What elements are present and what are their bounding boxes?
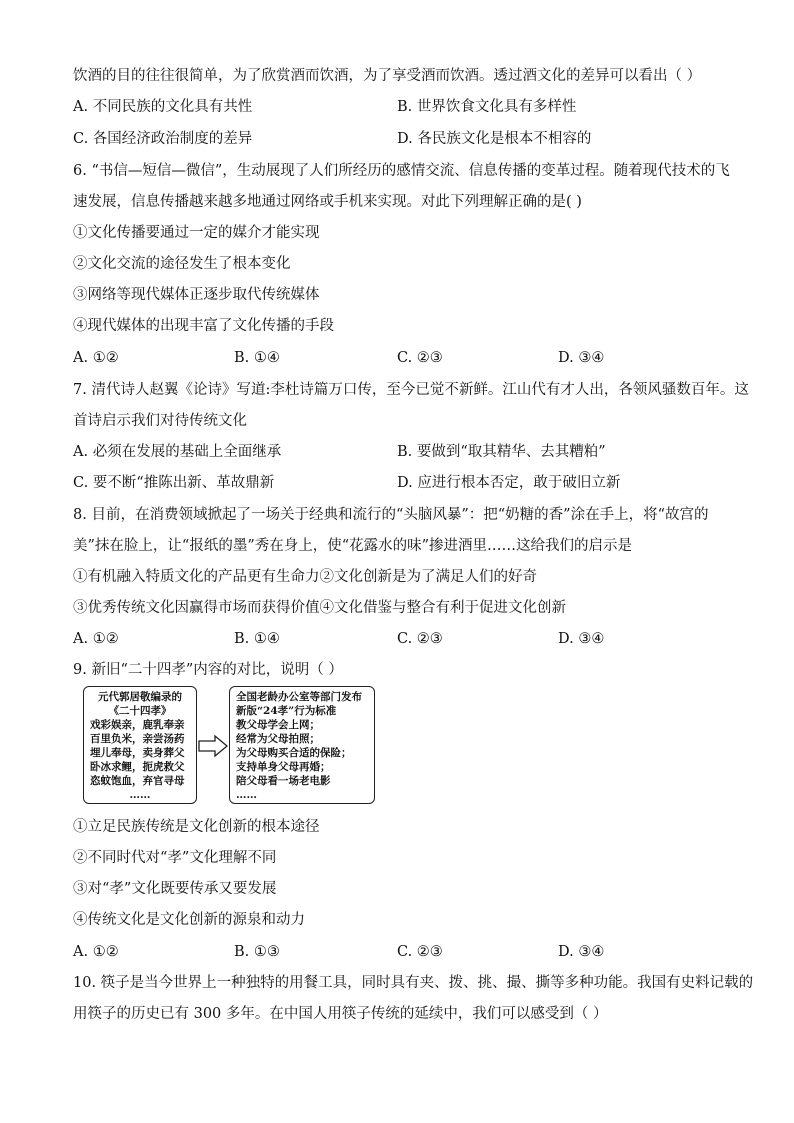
q6-option-d: D. ③④	[558, 350, 605, 366]
q5-option-b: B. 世界饮食文化具有多样性	[397, 99, 577, 115]
old-box-line: 卧冰求鲤，扼虎救父	[90, 761, 185, 773]
q9-statement-3: ③对“孝”文化既要传承又要发展	[73, 881, 277, 897]
q6-stem-line-1: 6. “书信—短信—微信”，生动展现了人们所经历的感情交流、信息传播的变革过程。随着现代技术的飞	[73, 163, 730, 179]
q5-stem-tail: 饮酒的目的往往很简单，为了欣赏酒而饮酒，为了享受酒而饮酒。透过酒文化的差异可以看出（ ）	[73, 68, 702, 84]
q9-option-a: A. ①②	[73, 944, 119, 960]
q7-option-c: C. 要不断“推陈出新、革故鼎新	[73, 475, 275, 491]
q6-option-a: A. ①②	[73, 350, 119, 366]
q9-stem: 9. 新旧“二十四孝”内容的对比，说明（ ）	[73, 662, 343, 678]
new-24-filial-box	[229, 686, 375, 804]
q5-option-a: A. 不同民族的文化具有共性	[73, 99, 253, 115]
q5-option-d: D. 各民族文化是根本不相容的	[397, 131, 592, 147]
q8-statements-line-1: ①有机融入特质文化的产品更有生命力②文化创新是为了满足人们的好奇	[73, 569, 537, 585]
q7-option-a: A. 必须在发展的基础上全面继承	[73, 444, 282, 460]
q9-statement-2: ②不同时代对“孝”文化理解不同	[73, 850, 277, 866]
q9-statement-4: ④传统文化是文化创新的源泉和动力	[73, 912, 305, 928]
q9-statement-1: ①立足民族传统是文化创新的根本途径	[73, 819, 320, 835]
q10-stem-line-2: 用筷子的历史已有 300 多年。在中国人用筷子传统的延续中，我们可以感受到（ ）	[73, 1006, 608, 1022]
q8-option-c: C. ②③	[397, 631, 443, 647]
right-arrow-icon	[197, 734, 229, 758]
q7-stem-line-1: 7. 清代诗人赵翼《论诗》写道:李杜诗篇万口传，至今已觉不新鲜。江山代有才人出，各领风骚数百年。这	[73, 382, 749, 398]
q6-option-b: B. ①④	[234, 350, 280, 366]
q7-stem-line-2: 首诗启示我们对待传统文化	[73, 413, 247, 429]
q8-option-a: A. ①②	[73, 631, 119, 647]
q8-stem-line-1: 8. 目前，在消费领域掀起了一场关于经典和流行的“头脑风暴”：把“奶糖的香”涂在手上，将“故宫的	[73, 507, 709, 523]
q9-option-b: B. ①③	[234, 944, 280, 960]
old-box-line: 埋儿奉母，卖身葬父	[90, 747, 185, 759]
old-box-line: 元代郭居敬编录的	[98, 691, 182, 703]
new-box-line: ……	[236, 789, 257, 801]
q6-option-c: C. ②③	[397, 350, 443, 366]
q8-stem-line-2: 美”抹在脸上，让“报纸的墨”秀在身上，使“花露水的味”掺进酒里……这给我们的启示是	[73, 538, 633, 554]
new-box-line: 全国老龄办公室等部门发布	[236, 691, 362, 703]
q6-statement-2: ②文化交流的途径发生了根本变化	[73, 256, 291, 272]
old-box-line: 百里负米，亲尝汤药	[90, 733, 185, 745]
q6-statement-1: ①文化传播要通过一定的媒介才能实现	[73, 225, 320, 241]
q10-stem-line-1: 10. 筷子是当今世界上一种独特的用餐工具，同时具有夹、拨、挑、撮、撕等多种功能。我国有史料记载的	[73, 975, 754, 991]
q9-option-d: D. ③④	[558, 944, 605, 960]
q5-option-c: C. 各国经济政治制度的差异	[73, 131, 253, 147]
old-box-line: 恣蚊饱血，弃官寻母	[90, 775, 185, 787]
new-box-line: 新版“24孝”行为标准	[236, 705, 337, 717]
q7-option-b: B. 要做到“取其精华、去其糟粕”	[397, 444, 606, 460]
q6-statement-4: ④现代媒体的出现丰富了文化传播的手段	[73, 318, 334, 334]
q6-statement-3: ③网络等现代媒体正逐步取代传统媒体	[73, 287, 320, 303]
q8-option-d: D. ③④	[558, 631, 605, 647]
q8-option-b: B. ①④	[234, 631, 280, 647]
q9-option-c: C. ②③	[397, 944, 443, 960]
q6-stem-line-2: 速发展，信息传播越来越多地通过网络或手机来实现。对此下列理解正确的是( )	[73, 194, 582, 210]
new-box-line: 教父母学会上网；	[236, 719, 320, 731]
new-box-line: 为父母购买合适的保险；	[236, 747, 352, 759]
q7-option-d: D. 应进行根本否定，敢于破旧立新	[397, 475, 621, 491]
q9-comparison-diagram	[73, 684, 378, 806]
old-box-line: 《二十四孝》	[108, 705, 172, 717]
new-box-line: 支持单身父母再婚；	[236, 761, 331, 773]
old-box-line: 戏彩娱亲，鹿乳奉亲	[90, 719, 185, 731]
new-box-line: 陪父母看一场老电影	[236, 775, 331, 787]
q8-statements-line-2: ③优秀传统文化因赢得市场而获得价值④文化借鉴与整合有利于促进文化创新	[73, 600, 566, 616]
old-box-line: ……	[129, 789, 151, 801]
old-24-filial-box	[83, 686, 197, 804]
new-box-line: 经常为父母拍照；	[236, 733, 320, 745]
